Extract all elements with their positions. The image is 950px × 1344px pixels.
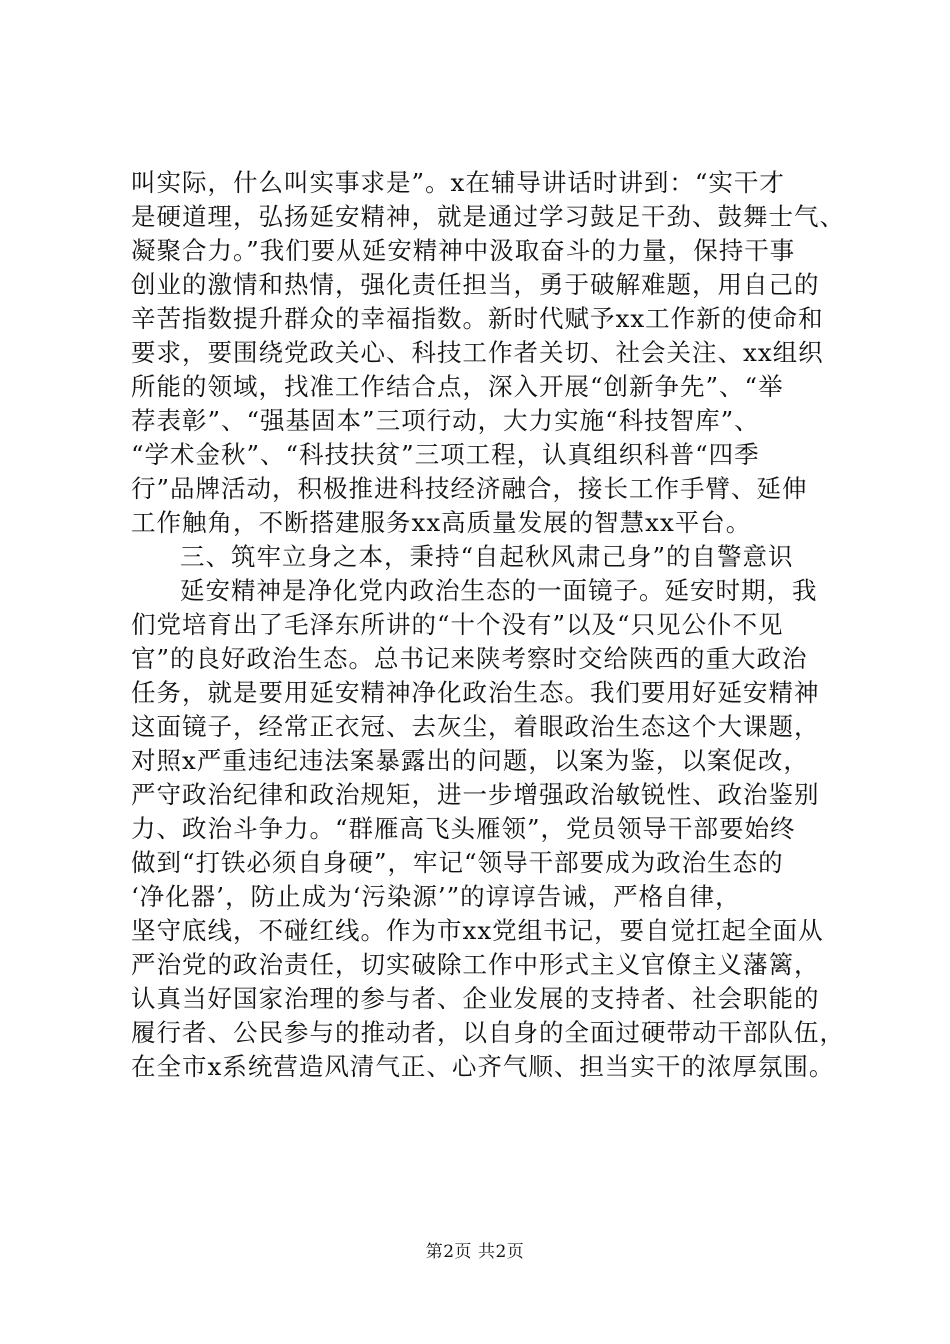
text-line: 工作触角，不断搭建服务xx高质量发展的智慧xx平台。 <box>131 508 752 537</box>
text-line: 荐表彰”、“强基固本”三项行动，大力实施“科技智库”、 <box>131 406 760 435</box>
text-line: 在全市x系统营造风清气正、心齐气顺、担当实干的浓厚氛围。 <box>131 1052 835 1081</box>
text-line: 凝聚合力。”我们要从延安精神中汲取奋斗的力量，保持干事 <box>131 236 796 265</box>
text-line: 们党培育出了毛泽东所讲的“十个没有”以及“只见公仆不见 <box>131 610 784 639</box>
text-line: 是硬道理，弘扬延安精神，就是通过学习鼓足干劲、鼓舞士气、 <box>131 202 845 231</box>
text-line: 行”品牌活动，积极推进科技经济融合，接长工作手臂、延伸 <box>131 474 808 503</box>
text-line: 做到“打铁必须自身硬”，牢记“领导干部要成为政治生态的 <box>131 848 784 877</box>
text-line: 创业的激情和热情，强化责任担当，勇于破解难题，用自己的 <box>131 270 820 299</box>
text-line: 要求，要围绕党政关心、科技工作者关切、社会关注、xx组织 <box>131 338 824 367</box>
text-line: 履行者、公民参与的推动者，以自身的全面过硬带动干部队伍， <box>131 1018 845 1047</box>
text-line: 所能的领域，找准工作结合点，深入开展“创新争先”、“举 <box>131 372 784 401</box>
text-line: 官”的良好政治生态。总书记来陕考察时交给陕西的重大政治 <box>131 644 808 673</box>
text-line: “学术金秋”、“科技扶贫”三项工程，认真组织科普“四季 <box>131 440 760 469</box>
text-line: 坚守底线，不碰红线。作为市xx党组书记，要自觉扛起全面从 <box>131 916 824 945</box>
page-number-footer: 第2页 共2页 <box>425 1242 525 1262</box>
text-line: 严治党的政治责任，切实破除工作中形式主义官僚主义藩篱， <box>131 950 820 979</box>
text-line: 认真当好国家治理的参与者、企业发展的支持者、社会职能的 <box>131 984 820 1013</box>
text-line: 对照x严重违纪违法案暴露出的问题，以案为鉴，以案促改， <box>131 746 809 775</box>
text-line: 延安精神是净化党内政治生态的一面镜子。延安时期，我 <box>180 576 818 605</box>
text-line: 力、政治斗争力。“群雁高飞头雁领”，党员领导干部要始终 <box>131 814 796 843</box>
text-line: ‘净化器’，防止成为‘污染源’”的谆谆告诫，严格自律， <box>131 882 741 911</box>
text-line: 叫实际，什么叫实事求是”。x在辅导讲话时讲到：“实干才 <box>131 168 785 197</box>
text-line: 这面镜子，经常正衣冠、去灰尘，着眼政治生态这个大课题， <box>131 712 820 741</box>
section-heading: 三、筑牢立身之本，秉持“自起秋风肃己身”的自警意识 <box>180 542 794 571</box>
text-line: 任务，就是要用延安精神净化政治生态。我们要用好延安精神 <box>131 678 820 707</box>
text-line: 辛苦指数提升群众的幸福指数。新时代赋予xx工作新的使命和 <box>131 304 824 333</box>
text-line: 严守政治纪律和政治规矩，进一步增强政治敏锐性、政治鉴别 <box>131 780 820 809</box>
document-body <box>131 166 845 1084</box>
